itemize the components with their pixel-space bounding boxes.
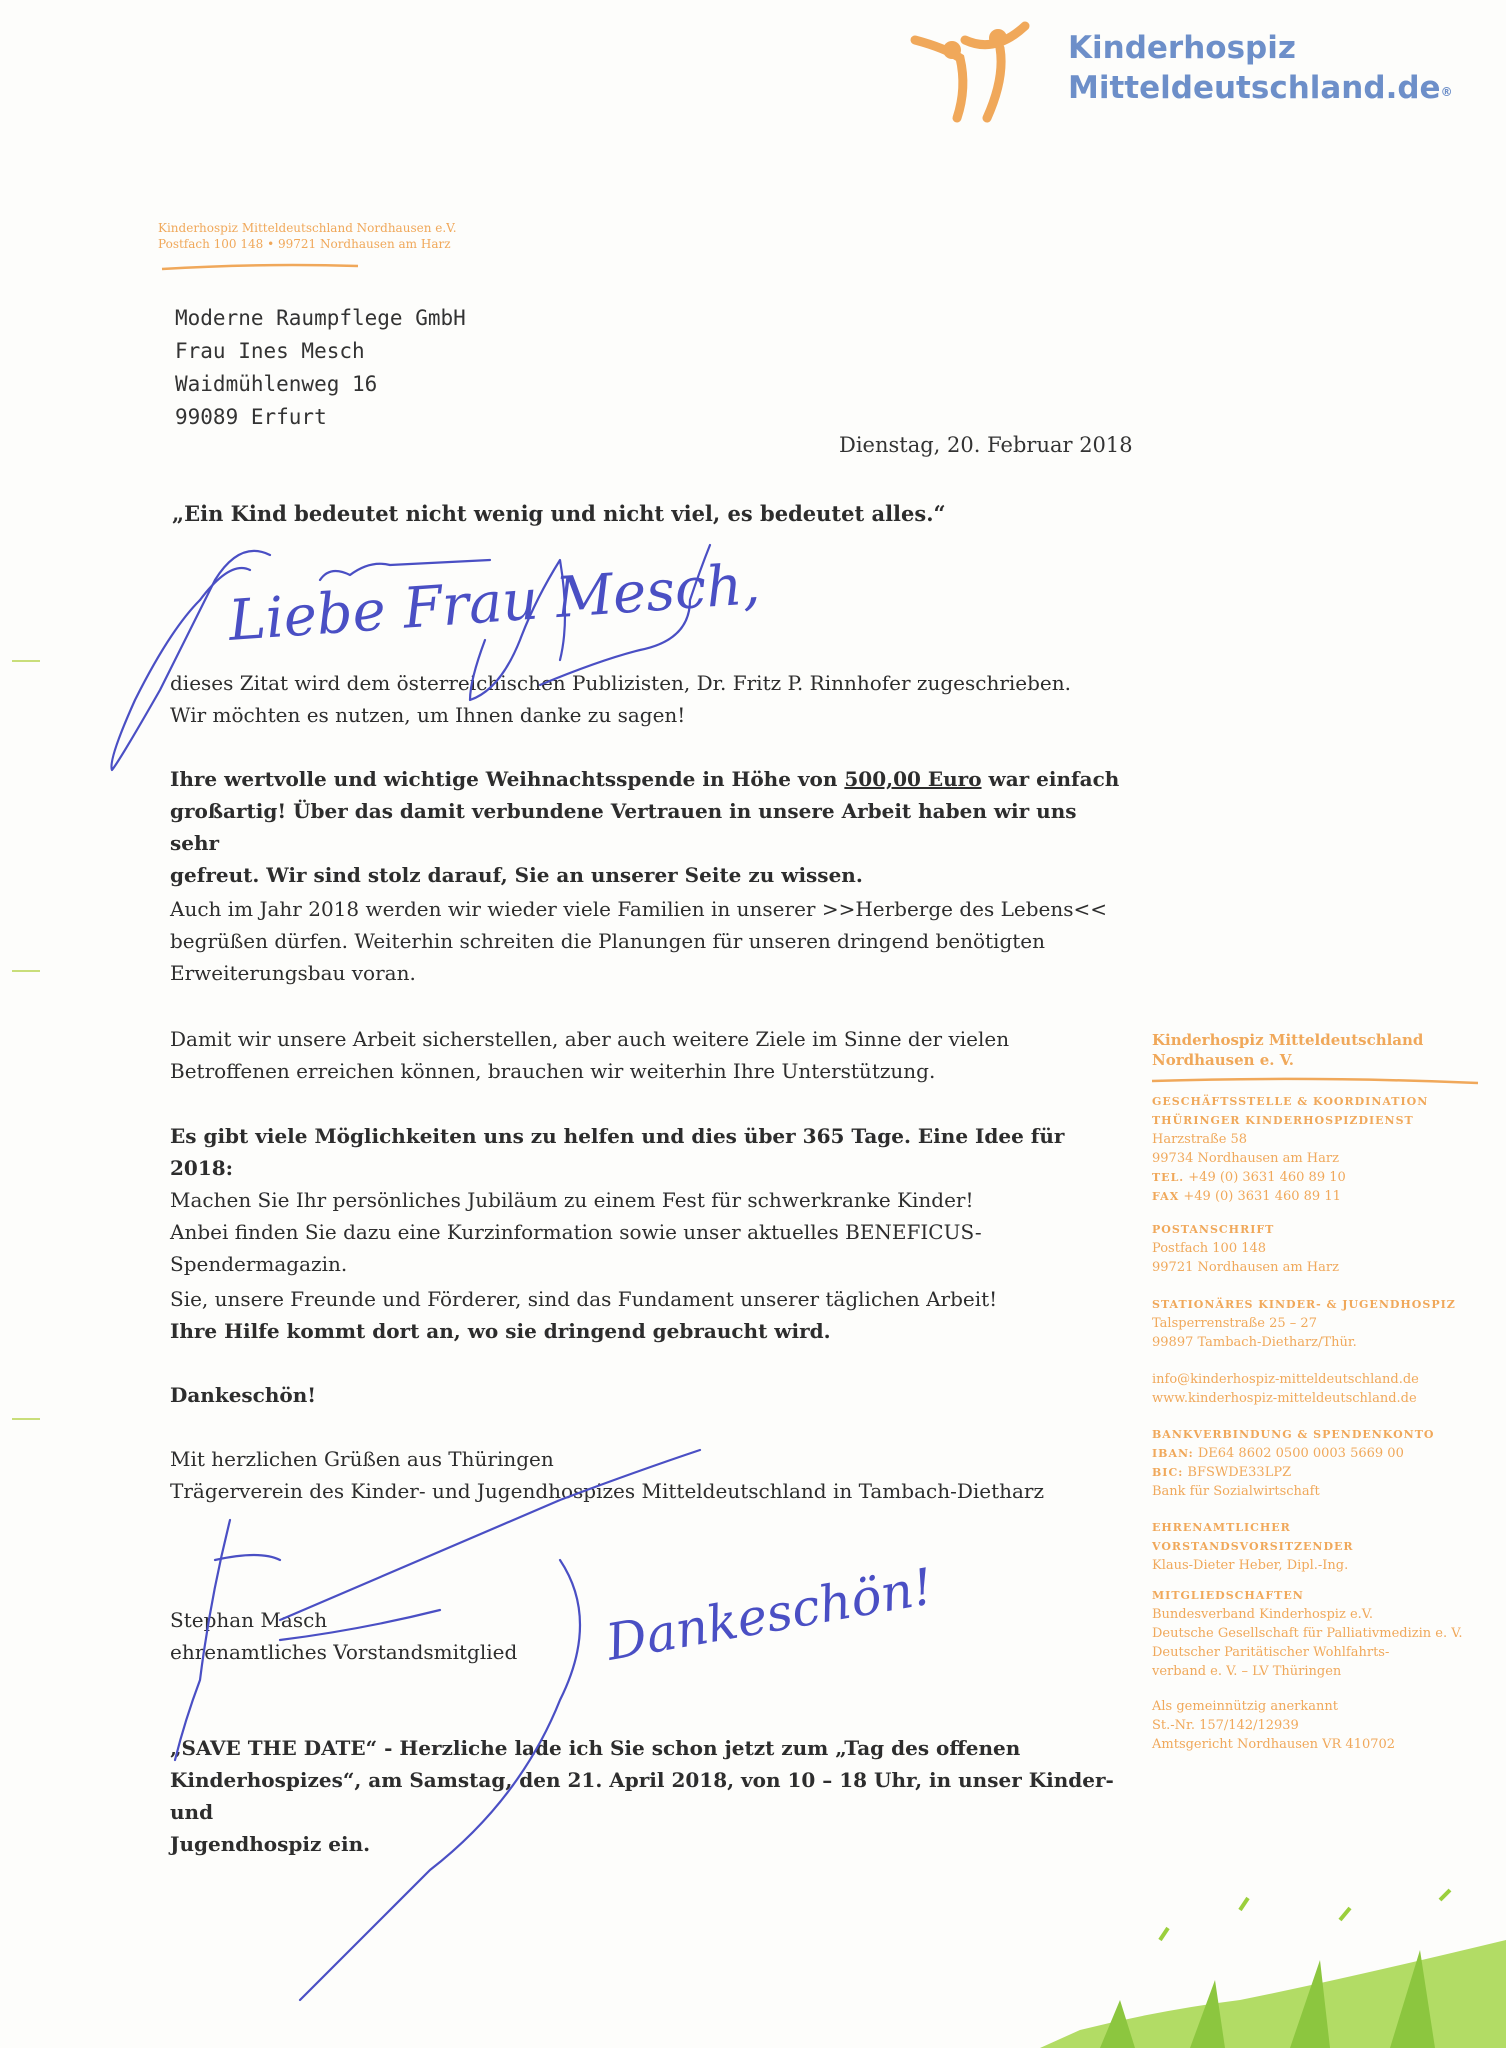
recipient-name: Frau Ines Mesch (175, 339, 365, 363)
grass-decoration (1040, 1880, 1506, 2048)
paragraph-3-line: Auch im Jahr 2018 werden wir wieder viele Familien in unserer >>Herberge des Lebens<< (170, 897, 1108, 921)
salutation-flourish (200, 560, 490, 600)
salutation-flourish (540, 545, 710, 685)
sidebar-memberships (1152, 1586, 1492, 1681)
paragraph-1-line: Wir möchten es nutzen, um Ihnen danke zu sagen! (170, 703, 686, 727)
sidebar-line: Deutscher Paritätischer Wohlfahrts- (1152, 1645, 1390, 1660)
paragraph-5-line: Spendermagazin. (170, 1252, 348, 1276)
paragraph-3-line: begrüßen dürfen. Weiterhin schreiten die Planungen für unseren dringend benötigten (170, 929, 1046, 953)
sidebar-line: Klaus-Dieter Heber, Dipl.-Ing. (1152, 1558, 1349, 1573)
fold-mark (12, 1418, 40, 1420)
logo-line-2: Mitteldeutschland.de® (1068, 70, 1453, 106)
sidebar-line: verband e. V. – LV Thüringen (1152, 1664, 1342, 1679)
sidebar-heading: VORSTANDSVORSITZENDER (1152, 1540, 1354, 1553)
paragraph-2-line: gefreut. Wir sind stolz darauf, Sie an unserer Seite zu wissen. (170, 863, 863, 887)
paragraph-4-line: Damit wir unsere Arbeit sicherstellen, aber auch weitere Ziele im Sinne der vielen (170, 1027, 1010, 1051)
fold-mark (12, 970, 40, 972)
sidebar-line: Postfach 100 148 (1152, 1241, 1267, 1256)
paragraph-2-line: Ihre wertvolle und wichtige Weihnachtsspende in Höhe von 500,00 Euro war einfach (170, 767, 1120, 791)
sidebar-legal (1152, 1697, 1492, 1754)
sidebar-bank (1152, 1425, 1492, 1501)
sidebar-heading: MITGLIEDSCHAFTEN (1152, 1589, 1304, 1602)
sidebar-heading: THÜRINGER KINDERHOSPIZDIENST (1152, 1114, 1414, 1127)
paragraph-5 (170, 1120, 1130, 1280)
sidebar-chair (1152, 1518, 1492, 1575)
paragraph-5-line: Anbei finden Sie dazu eine Kurzinformation sowie unser aktuelles BENEFICUS- (170, 1220, 982, 1244)
sidebar-title (1152, 1030, 1423, 1070)
sidebar-line: 99897 Tambach-Dietharz/Thür. (1152, 1335, 1357, 1350)
sidebar-title-line: Nordhausen e. V. (1152, 1051, 1294, 1069)
sidebar-line: Deutsche Gesellschaft für Palliativmedizin e. V. (1152, 1626, 1463, 1641)
signatory (170, 1604, 1130, 1668)
sidebar-line: St.-Nr. 157/142/12939 (1152, 1718, 1299, 1733)
sidebar-tel: TEL. +49 (0) 3631 460 89 10 (1152, 1170, 1346, 1185)
sidebar-line: 99721 Nordhausen am Harz (1152, 1260, 1339, 1275)
quote: „Ein Kind bedeutet nicht wenig und nicht viel, es bedeutet alles.“ (172, 501, 946, 526)
paragraph-5-line: Machen Sie Ihr persönliches Jubiläum zu einem Fest für schwerkranke Kinder! (170, 1188, 974, 1212)
paragraph-3-line: Erweiterungsbau voran. (170, 961, 416, 985)
paragraph-5-line: Es gibt viele Möglichkeiten uns zu helfen und dies über 365 Tage. Eine Idee für 2018: (170, 1124, 1065, 1180)
sidebar-fax: FAX +49 (0) 3631 460 89 11 (1152, 1189, 1341, 1204)
paragraph-4 (170, 1023, 1130, 1087)
sidebar-iban: IBAN: DE64 8602 0500 0003 5669 00 (1152, 1446, 1404, 1461)
sender-line-1: Kinderhospiz Mitteldeutschland Nordhausen e.V. (158, 221, 457, 235)
salutation-flourish (111, 551, 270, 770)
save-the-date-line: Kinderhospizes“, am Samstag, den 21. April 2018, von 10 – 18 Uhr, in unser Kinder- und (170, 1768, 1114, 1824)
sidebar-line: Als gemeinnützig anerkannt (1152, 1699, 1338, 1714)
letter-date: Dienstag, 20. Februar 2018 (839, 433, 1133, 457)
closing-line: Mit herzlichen Grüßen aus Thüringen (170, 1447, 554, 1471)
sidebar-bic: BIC: BFSWDE33LPZ (1152, 1465, 1292, 1480)
sidebar-postal (1152, 1220, 1492, 1277)
sender-line-2: Postfach 100 148 • 99721 Nordhausen am Harz (158, 237, 451, 251)
sidebar-line: Harzstraße 58 (1152, 1132, 1248, 1147)
sidebar-line: Talsperrenstraße 25 – 27 (1152, 1316, 1317, 1331)
save-the-date-line: Jugendhospiz ein. (170, 1832, 371, 1856)
paragraph-3 (170, 893, 1130, 989)
paragraph-2 (170, 763, 1130, 891)
handwritten-salutation: Liebe Frau Mesch, (226, 551, 763, 654)
paragraph-1 (170, 667, 1130, 731)
sidebar-line: Bundesverband Kinderhospiz e.V. (1152, 1607, 1374, 1622)
recipient-city: 99089 Erfurt (175, 405, 327, 429)
recipient-company: Moderne Raumpflege GmbH (175, 306, 466, 330)
paragraph-6-line: Ihre Hilfe kommt dort an, wo sie dringend gebraucht wird. (170, 1319, 831, 1343)
save-the-date-line: „SAVE THE DATE“ - Herzliche lade ich Sie schon jetzt zum „Tag des offenen (170, 1736, 1021, 1760)
logo-wordmark (1068, 28, 1453, 108)
sidebar-web (1152, 1370, 1492, 1408)
sidebar-heading: EHRENAMTLICHER (1152, 1521, 1291, 1534)
sidebar-heading: GESCHÄFTSSTELLE & KOORDINATION (1152, 1095, 1429, 1108)
sidebar-title-line: Kinderhospiz Mitteldeutschland (1152, 1031, 1424, 1049)
paragraph-4-line: Betroffenen erreichen können, brauchen wir weiterhin Ihre Unterstützung. (170, 1059, 936, 1083)
closing (170, 1443, 1130, 1507)
recipient-street: Waidmühlenweg 16 (175, 372, 378, 396)
paragraph-1-line: dieses Zitat wird dem österreichischen Publizisten, Dr. Fritz P. Rinnhofer zugeschrieben. (170, 671, 1071, 695)
paragraph-2-line: großartig! Über das damit verbundene Vertrauen in unsere Arbeit haben wir uns sehr (170, 799, 1077, 855)
save-the-date (170, 1732, 1130, 1860)
sidebar-heading: STATIONÄRES KINDER- & JUGENDHOSPIZ (1152, 1298, 1456, 1311)
sidebar-line: 99734 Nordhausen am Harz (1152, 1151, 1339, 1166)
sidebar-underline (1150, 1076, 1480, 1086)
signatory-role: ehrenamtliches Vorstandsmitglied (170, 1640, 518, 1664)
recipient-address (175, 302, 466, 434)
fold-mark (12, 660, 40, 662)
sidebar-office (1152, 1092, 1492, 1206)
sender-underline (160, 263, 360, 271)
paragraph-6 (170, 1283, 1130, 1347)
sender-address (158, 220, 457, 252)
logo-figures-icon (905, 18, 1060, 128)
sidebar-heading: POSTANSCHRIFT (1152, 1223, 1275, 1236)
sidebar-heading: BANKVERBINDUNG & SPENDENKONTO (1152, 1428, 1435, 1441)
sidebar-website: www.kinderhospiz-mitteldeutschland.de (1152, 1391, 1417, 1406)
sidebar-line: Bank für Sozialwirtschaft (1152, 1484, 1320, 1499)
closing-line: Trägerverein des Kinder- und Jugendhospizes Mitteldeutschland in Tambach-Dietharz (170, 1479, 1045, 1503)
sidebar-line: Amtsgericht Nordhausen VR 410702 (1152, 1737, 1396, 1752)
handwritten-thanks: Dankeschön! (602, 1557, 938, 1672)
sidebar-email: info@kinderhospiz-mitteldeutschland.de (1152, 1372, 1419, 1387)
thanks-line: Dankeschön! (170, 1383, 317, 1407)
donation-amount: 500,00 Euro (844, 767, 982, 791)
signatory-name: Stephan Masch (170, 1608, 328, 1632)
paragraph-6-line: Sie, unsere Freunde und Förderer, sind das Fundament unserer täglichen Arbeit! (170, 1287, 998, 1311)
sidebar-hospice (1152, 1295, 1492, 1352)
logo-line-1: Kinderhospiz (1068, 30, 1296, 66)
